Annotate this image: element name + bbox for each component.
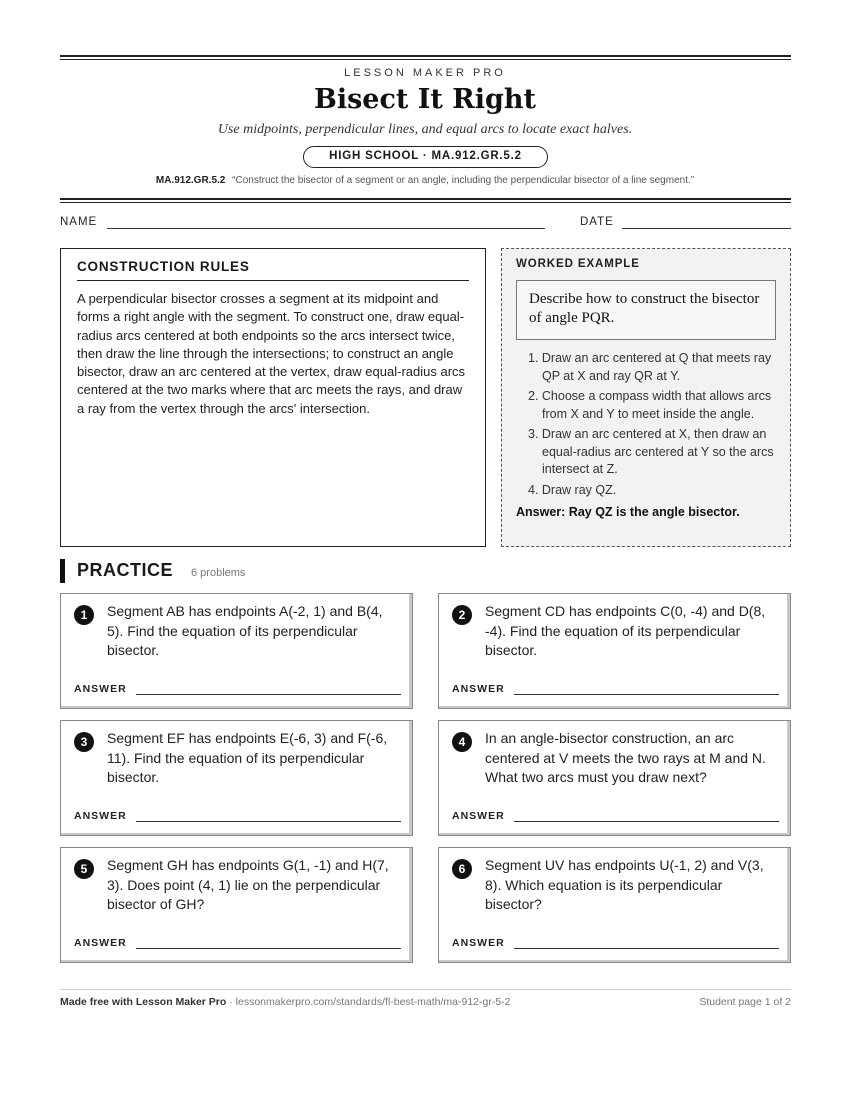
problem-text: Segment GH has endpoints G(1, -1) and H(7, 3). Does point (4, 1) lie on the perpendicular bisector of GH? bbox=[107, 857, 389, 912]
card-shadow bbox=[61, 706, 412, 708]
card-shadow bbox=[787, 594, 790, 708]
problem-card bbox=[60, 847, 413, 963]
page-title: Bisect It Right bbox=[314, 84, 536, 115]
problem-number: 3 bbox=[74, 732, 94, 752]
brand-name: LESSON MAKER PRO bbox=[344, 67, 506, 79]
card-shadow bbox=[787, 721, 790, 835]
problem-text: Segment AB has endpoints A(-2, 1) and B(4, 5). Find the equation of its perpendicular bisector. bbox=[107, 603, 383, 658]
example-steps bbox=[516, 350, 776, 499]
card-shadow bbox=[409, 594, 412, 708]
footer-credit bbox=[60, 996, 511, 1008]
header-bottom-rule bbox=[60, 198, 791, 203]
problem-text: Segment CD has endpoints C(0, -4) and D(8, -4). Find the equation of its perpendicular bisector. bbox=[485, 603, 766, 658]
practice-count: 6 problems bbox=[191, 567, 246, 579]
standard-code: MA.912.GR.5.2 bbox=[155, 175, 226, 186]
answer-label: ANSWER bbox=[452, 810, 505, 822]
footer-url[interactable]: · lessonmakerpro.com/standards/fl-best-math/ma-912-gr-5-2 bbox=[226, 996, 511, 1008]
problem-card bbox=[438, 593, 791, 709]
card-shadow bbox=[409, 721, 412, 835]
footer-maker: Made free with Lesson Maker Pro bbox=[60, 996, 227, 1008]
rules-title: CONSTRUCTION RULES bbox=[77, 259, 469, 281]
level-badge: HIGH SCHOOL · MA.912.GR.5.2 bbox=[303, 146, 548, 168]
page-subtitle: Use midpoints, perpendicular lines, and equal arcs to locate exact halves. bbox=[217, 122, 633, 137]
answer-field[interactable] bbox=[136, 821, 401, 822]
problem-number: 5 bbox=[74, 859, 94, 879]
answer-field[interactable] bbox=[136, 948, 401, 949]
worked-example-box bbox=[501, 248, 791, 547]
problem-text: Segment UV has endpoints U(-1, 2) and V(3, 8). Which equation is its perpendicular bisector? bbox=[485, 857, 764, 912]
name-field[interactable] bbox=[107, 228, 545, 229]
problem-number: 1 bbox=[74, 605, 94, 625]
answer-field[interactable] bbox=[514, 694, 779, 695]
standard-statement bbox=[0, 175, 850, 186]
answer-field[interactable] bbox=[514, 948, 779, 949]
answer-label: ANSWER bbox=[74, 810, 127, 822]
date-field[interactable] bbox=[622, 228, 791, 229]
problem-card bbox=[438, 847, 791, 963]
card-shadow bbox=[61, 960, 412, 962]
card-shadow bbox=[787, 848, 790, 962]
card-shadow bbox=[61, 833, 412, 835]
answer-label: ANSWER bbox=[74, 937, 127, 949]
problem-number: 6 bbox=[452, 859, 472, 879]
rules-body: A perpendicular bisector crosses a segment at its midpoint and forms a right angle with the segment. To construct one, draw equal-radius arcs centered at both endpoints so the arcs intersect twice, then draw the line through the intersections; to construct an angle bisector, draw an arc centered at the vertex, draw equal-radius arcs centered at the two marks where that arc meets the rays, and draw a ray from the vertex through the arcs' intersection. bbox=[77, 291, 466, 416]
problem-card bbox=[60, 593, 413, 709]
example-question: Describe how to construct the bisector of angle PQR. bbox=[516, 280, 776, 340]
example-step: 1. Draw an arc centered at Q that meets ray QP at X and ray QR at Y. bbox=[528, 351, 772, 383]
name-label: NAME bbox=[60, 216, 98, 228]
problem-text: Segment EF has endpoints E(-6, 3) and F(-6, 11). Find the equation of its perpendicular bisector. bbox=[107, 730, 388, 785]
answer-field[interactable] bbox=[514, 821, 779, 822]
example-step: 4. Draw ray QZ. bbox=[528, 482, 617, 497]
problem-number: 2 bbox=[452, 605, 472, 625]
problem-card bbox=[438, 720, 791, 836]
footer-divider bbox=[60, 989, 791, 990]
page-indicator: Student page 1 of 2 bbox=[699, 996, 791, 1008]
answer-label: ANSWER bbox=[74, 683, 127, 695]
answer-label: ANSWER bbox=[452, 937, 505, 949]
card-shadow bbox=[439, 833, 790, 835]
answer-field[interactable] bbox=[136, 694, 401, 695]
card-shadow bbox=[439, 706, 790, 708]
problem-number: 4 bbox=[452, 732, 472, 752]
practice-title: PRACTICE bbox=[77, 560, 174, 580]
name-date-row bbox=[60, 216, 791, 232]
problem-card bbox=[60, 720, 413, 836]
card-shadow bbox=[439, 960, 790, 962]
practice-accent-bar bbox=[60, 559, 65, 583]
standard-text: “Construct the bisector of a segment or an angle, including the perpendicular bisector of a line segment.” bbox=[232, 175, 695, 186]
example-title: WORKED EXAMPLE bbox=[516, 258, 640, 270]
construction-rules-box bbox=[60, 248, 486, 547]
example-step: 3. Draw an arc centered at X, then draw an equal-radius arc centered at Y so the arcs intersect at Z. bbox=[528, 427, 774, 476]
date-label: DATE bbox=[580, 216, 614, 228]
example-step: 2. Choose a compass width that allows arcs from X and Y to meet inside the angle. bbox=[528, 389, 772, 421]
problem-text: In an angle-bisector construction, an arc centered at V meets the two rays at M and N. What two arcs must you draw next? bbox=[485, 730, 766, 785]
card-shadow bbox=[409, 848, 412, 962]
answer-label: ANSWER bbox=[452, 683, 505, 695]
example-answer: Answer: Ray QZ is the angle bisector. bbox=[516, 505, 740, 519]
header-top-rule bbox=[60, 55, 791, 60]
